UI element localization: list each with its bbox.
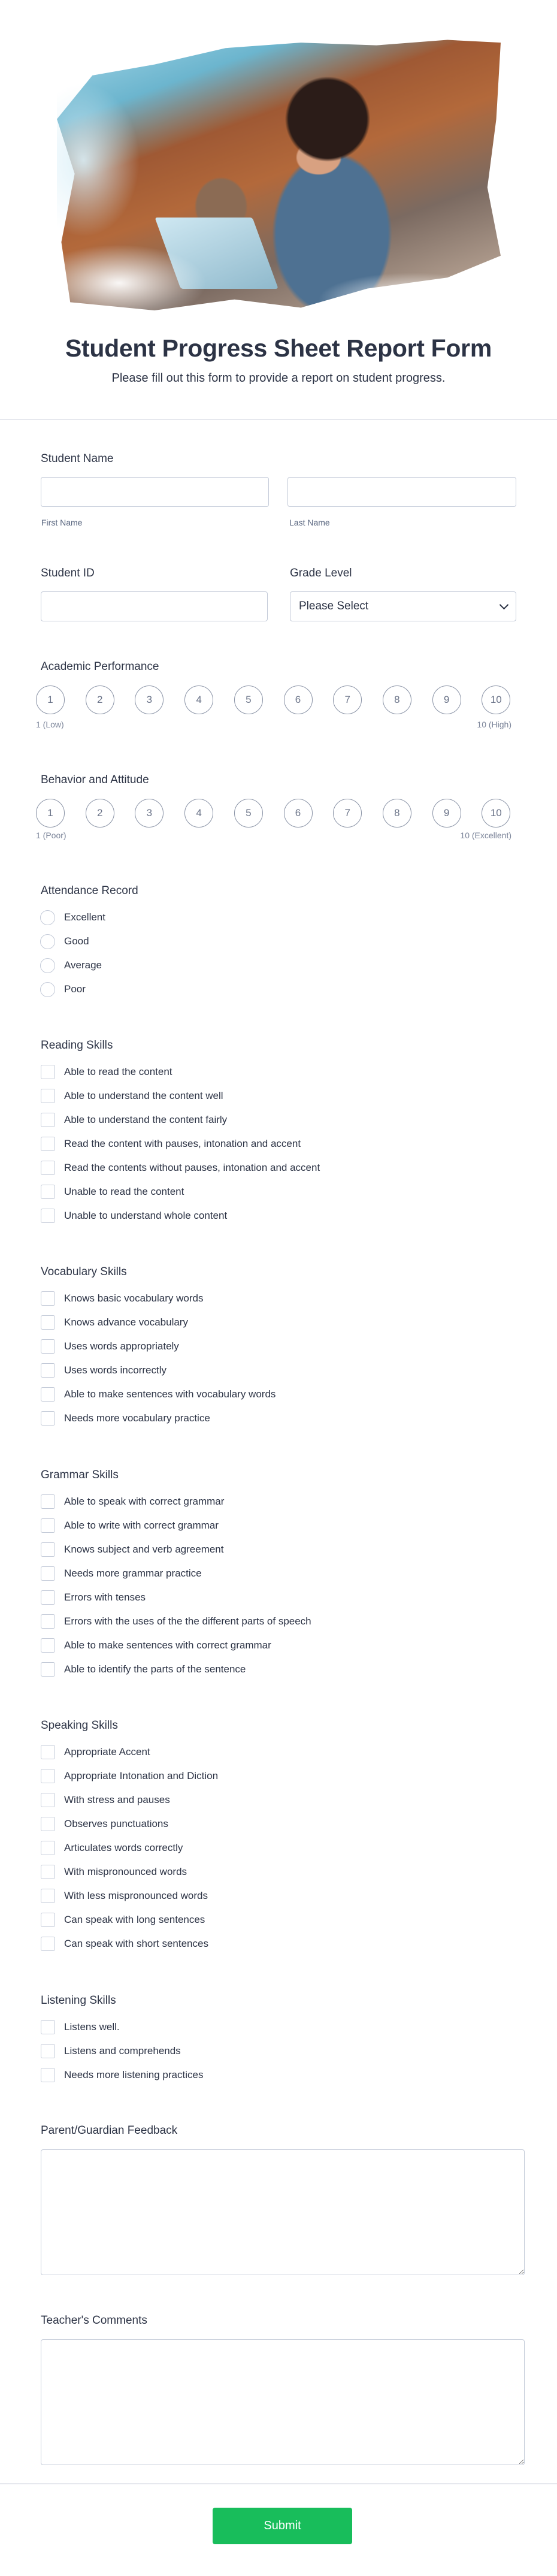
attendance-option[interactable] (41, 905, 520, 929)
option-label: Appropriate Intonation and Diction (64, 1770, 219, 1781)
behavior-scale (36, 799, 521, 830)
grammar-option[interactable] (41, 1538, 520, 1562)
page-subtitle: Please fill out this form to provide a report on student progress. (111, 372, 446, 385)
checkbox[interactable] (41, 1161, 55, 1175)
reading-option[interactable] (41, 1084, 520, 1108)
checkbox[interactable] (41, 1518, 55, 1533)
checkbox[interactable] (41, 1590, 55, 1605)
academic-rating-8[interactable]: 8 (383, 685, 411, 714)
vocabulary-option[interactable] (41, 1382, 520, 1406)
option-label: Observes punctuations (64, 1818, 168, 1829)
vocabulary-option[interactable] (41, 1334, 520, 1358)
checkbox[interactable] (41, 1566, 55, 1581)
radio-button[interactable] (40, 982, 55, 997)
speaking-option[interactable] (41, 1908, 520, 1932)
checkbox[interactable] (41, 1411, 55, 1426)
last-name-input[interactable] (287, 477, 516, 507)
behavior-rating-7[interactable]: 7 (333, 799, 362, 828)
reading-option[interactable] (41, 1180, 520, 1204)
checkbox[interactable] (41, 1841, 55, 1855)
checkbox[interactable] (41, 1745, 55, 1759)
speaking-option[interactable] (41, 1812, 520, 1836)
option-label: Poor (64, 983, 86, 995)
option-label: Good (64, 935, 89, 947)
option-label: Appropriate Accent (64, 1746, 150, 1757)
checkbox[interactable] (41, 2044, 55, 2058)
checkbox[interactable] (41, 1889, 55, 1903)
attendance-question (41, 884, 520, 1001)
checkbox[interactable] (41, 1793, 55, 1807)
grammar-option[interactable] (41, 1657, 520, 1681)
academic-rating-5[interactable]: 5 (234, 685, 263, 714)
grammar-option[interactable] (41, 1562, 520, 1586)
option-label: Uses words appropriately (64, 1340, 179, 1352)
reading-option[interactable] (41, 1156, 520, 1180)
checkbox[interactable] (41, 1339, 55, 1354)
academic-scale (36, 685, 521, 717)
radio-button[interactable] (40, 958, 55, 973)
submit-button[interactable]: Submit (213, 2508, 352, 2544)
page-title: Student Progress Sheet Report Form (65, 334, 492, 362)
behavior-low-label: 1 (Poor) (36, 831, 66, 840)
footer-divider (0, 2483, 557, 2484)
option-label: Read the content with pauses, intonation and accent (64, 1138, 301, 1149)
checkbox[interactable] (41, 1638, 55, 1653)
speaking-option[interactable] (41, 1932, 520, 1956)
option-label: Able to identify the parts of the sentence (64, 1663, 246, 1675)
behavior-rating-10[interactable]: 10 (482, 799, 510, 828)
option-label: Able to understand the content well (64, 1090, 223, 1101)
option-label: Able to read the content (64, 1066, 172, 1077)
speaking-option[interactable] (41, 1788, 520, 1812)
option-label: Unable to read the content (64, 1186, 184, 1197)
option-label: Can speak with long sentences (64, 1914, 205, 1925)
radio-button[interactable] (40, 934, 55, 949)
speaking-option[interactable] (41, 1884, 520, 1908)
academic-rating-9[interactable]: 9 (432, 685, 461, 714)
checkbox[interactable] (41, 2068, 55, 2082)
vocabulary-skills-label: Vocabulary Skills (41, 1266, 127, 1278)
first-name-sublabel: First Name (41, 518, 83, 527)
speaking-option[interactable] (41, 1836, 520, 1860)
grammar-skills-question (41, 1469, 520, 1681)
brush-frame (57, 37, 501, 310)
checkbox[interactable] (41, 1817, 55, 1831)
speaking-skills-label: Speaking Skills (41, 1719, 118, 1732)
teacher-comments-label: Teacher's Comments (41, 2314, 147, 2327)
checkbox[interactable] (41, 1209, 55, 1223)
behavior-rating-1[interactable]: 1 (36, 799, 65, 828)
checkbox[interactable] (41, 1291, 55, 1306)
header-image (57, 37, 501, 310)
behavior-high-label: 10 (Excellent) (460, 831, 511, 840)
behavior-rating-6[interactable]: 6 (284, 799, 313, 828)
attendance-label: Attendance Record (41, 884, 138, 897)
checkbox[interactable] (41, 1769, 55, 1783)
grammar-skills-label: Grammar Skills (41, 1469, 119, 1481)
speaking-option[interactable] (41, 1860, 520, 1884)
academic-rating-7[interactable]: 7 (333, 685, 362, 714)
grammar-option[interactable] (41, 1514, 520, 1538)
checkbox[interactable] (41, 1542, 55, 1557)
checkbox[interactable] (41, 1614, 55, 1629)
checkbox[interactable] (41, 1913, 55, 1927)
grammar-option[interactable] (41, 1609, 520, 1633)
option-label: Can speak with short sentences (64, 1938, 208, 1949)
student-id-label: Student ID (41, 567, 95, 579)
academic-rating-3[interactable]: 3 (135, 685, 164, 714)
option-label: Uses words incorrectly (64, 1364, 167, 1376)
behavior-rating-3[interactable]: 3 (135, 799, 164, 828)
behavior-rating-5[interactable]: 5 (234, 799, 263, 828)
last-name-sublabel: Last Name (289, 518, 330, 527)
checkbox[interactable] (41, 1494, 55, 1509)
reading-option[interactable] (41, 1204, 520, 1228)
option-label: Needs more vocabulary practice (64, 1412, 210, 1424)
checkbox[interactable] (41, 2020, 55, 2034)
checkbox[interactable] (41, 1185, 55, 1199)
grammar-option[interactable] (41, 1633, 520, 1657)
radio-button[interactable] (40, 910, 55, 925)
behavior-rating-8[interactable]: 8 (383, 799, 411, 828)
vocabulary-option[interactable] (41, 1287, 520, 1310)
option-label: Needs more grammar practice (64, 1568, 202, 1579)
checkbox[interactable] (41, 1662, 55, 1677)
grade-level-selected: Please Select (299, 600, 369, 612)
academic-rating-10[interactable]: 10 (482, 685, 510, 714)
listening-skills-label: Listening Skills (41, 1994, 116, 2007)
checkbox[interactable] (41, 1113, 55, 1127)
attendance-option[interactable] (41, 977, 520, 1001)
academic-rating-4[interactable]: 4 (184, 685, 213, 714)
behavior-rating-4[interactable]: 4 (184, 799, 213, 828)
behavior-label: Behavior and Attitude (41, 774, 149, 786)
header-divider (0, 419, 557, 420)
option-label: With stress and pauses (64, 1794, 170, 1805)
option-label: Errors with tenses (64, 1591, 146, 1603)
checkbox[interactable] (41, 1315, 55, 1330)
option-label: Errors with the uses of the the different parts of speech (64, 1615, 311, 1627)
option-label: Able to make sentences with correct grammar (64, 1639, 271, 1651)
checkbox[interactable] (41, 1137, 55, 1151)
reading-option[interactable] (41, 1060, 520, 1084)
attendance-option[interactable] (41, 929, 520, 953)
academic-rating-2[interactable]: 2 (86, 685, 114, 714)
checkbox[interactable] (41, 1089, 55, 1103)
reading-skills-label: Reading Skills (41, 1039, 113, 1052)
option-label: Knows subject and verb agreement (64, 1544, 224, 1555)
option-label: Unable to understand whole content (64, 1210, 228, 1221)
teacher-comments-textarea[interactable] (41, 2339, 525, 2465)
student-id-input[interactable] (41, 591, 268, 621)
behavior-rating-9[interactable]: 9 (432, 799, 461, 828)
reading-skills-question (41, 1039, 520, 1228)
student-name-label: Student Name (41, 452, 114, 465)
academic-high-label: 10 (High) (477, 720, 511, 729)
speaking-option[interactable] (41, 1740, 520, 1764)
checkbox[interactable] (41, 1387, 55, 1402)
speaking-option[interactable] (41, 1764, 520, 1788)
option-label: Able to write with correct grammar (64, 1520, 219, 1531)
academic-low-label: 1 (Low) (36, 720, 64, 729)
vocabulary-option[interactable] (41, 1310, 520, 1334)
option-label: Knows advance vocabulary (64, 1316, 188, 1328)
checkbox[interactable] (41, 1937, 55, 1951)
option-label: With mispronounced words (64, 1866, 187, 1877)
vocabulary-skills-question (41, 1266, 520, 1430)
academic-rating-1[interactable]: 1 (36, 685, 65, 714)
first-name-input[interactable] (41, 477, 269, 507)
option-label: Average (64, 959, 102, 971)
listening-skills-question (41, 1994, 520, 2087)
option-label: Knows basic vocabulary words (64, 1292, 204, 1304)
speaking-skills-question (41, 1719, 520, 1956)
option-label: Read the contents without pauses, intonation and accent (64, 1162, 320, 1173)
grammar-option[interactable] (41, 1586, 520, 1609)
academic-rating-6[interactable]: 6 (284, 685, 313, 714)
listening-option[interactable] (41, 2039, 520, 2063)
grammar-option[interactable] (41, 1490, 520, 1514)
option-label: With less mispronounced words (64, 1890, 208, 1901)
academic-performance-label: Academic Performance (41, 660, 159, 673)
option-label: Articulates words correctly (64, 1842, 183, 1853)
checkbox[interactable] (41, 1363, 55, 1378)
option-label: Needs more listening practices (64, 2069, 204, 2080)
reading-option[interactable] (41, 1108, 520, 1132)
option-label: Able to make sentences with vocabulary words (64, 1388, 276, 1400)
option-label: Excellent (64, 911, 105, 923)
vocabulary-option[interactable] (41, 1406, 520, 1430)
behavior-rating-2[interactable]: 2 (86, 799, 114, 828)
grade-level-select[interactable] (290, 591, 516, 621)
parent-feedback-label: Parent/Guardian Feedback (41, 2124, 178, 2137)
listening-option[interactable] (41, 2015, 520, 2039)
grade-level-label: Grade Level (290, 567, 352, 579)
checkbox[interactable] (41, 1865, 55, 1879)
reading-option[interactable] (41, 1132, 520, 1156)
vocabulary-option[interactable] (41, 1358, 520, 1382)
chevron-down-icon (500, 600, 509, 610)
parent-feedback-textarea[interactable] (41, 2149, 525, 2275)
listening-option[interactable] (41, 2063, 520, 2087)
option-label: Listens well. (64, 2021, 120, 2033)
option-label: Able to speak with correct grammar (64, 1496, 225, 1507)
option-label: Able to understand the content fairly (64, 1114, 228, 1125)
attendance-option[interactable] (41, 953, 520, 977)
checkbox[interactable] (41, 1065, 55, 1079)
option-label: Listens and comprehends (64, 2045, 181, 2056)
